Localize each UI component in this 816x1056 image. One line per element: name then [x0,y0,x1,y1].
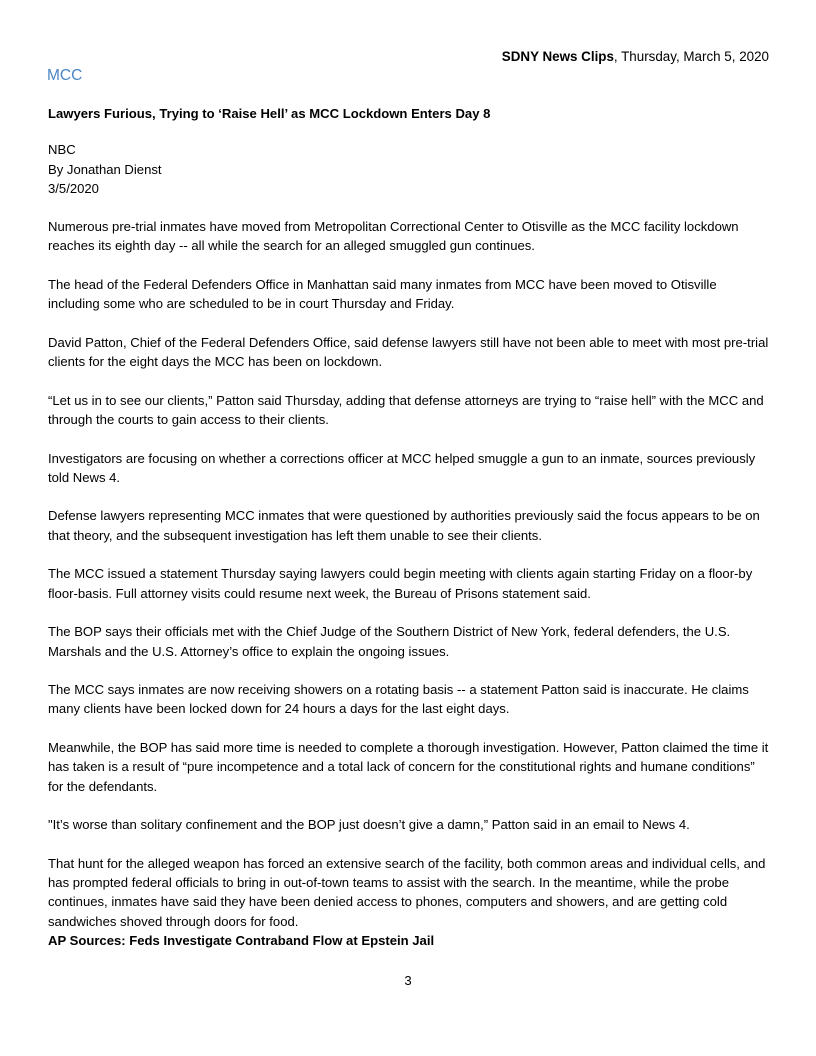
next-article-title: AP Sources: Feds Investigate Contraband Flow at Epstein Jail [48,932,435,948]
article-paragraph: The head of the Federal Defenders Office in Manhattan said many inmates from MCC have been moved to Otisville including some who are scheduled to be in court Thursday and Friday. [48,276,717,312]
article-title: Lawyers Furious, Trying to ‘Raise Hell’ as MCC Lockdown Enters Day 8 [48,106,491,121]
article-paragraph: The MCC issued a statement Thursday saying lawyers could begin meeting with clients again starting Friday on a floor-by floor-basis. Full attorney visits could resume next week, the Bureau of Prisons statement said. [48,566,753,601]
article-paragraph: That hunt for the alleged weapon has forced an extensive search of the facility, both common areas and individual cells, and has prompted federal officials to bring in out-of-town teams to assist with the search. In the meantime, while the probe continues, inmates have said they have been denied access to phones, computers and showers, and are getting cold sandwiches shoved through doors for food. [48,855,766,929]
article-paragraph: David Patton, Chief of the Federal Defenders Office, said defense lawyers still have not been able to meet with most pre-trial clients for the eight days the MCC has been on lockdown. [48,334,769,370]
article-byline: By Jonathan Dienst [48,161,162,177]
article-paragraph: The BOP says their officials met with the Chief Judge of the Southern District of New York, federal defenders, the U.S. Marshals and the U.S. Attorney’s office to explain the ongoing issues. [48,624,731,659]
running-header [502,48,769,66]
section-heading: MCC [47,67,83,84]
article-paragraph: “Let us in to see our clients,” Patton said Thursday, adding that defense attorneys are trying to “raise hell” with the MCC and through the courts to gain access to their clients. [48,392,764,427]
header-date: , Thursday, March 5, 2020 [613,49,769,64]
article-paragraph: Numerous pre-trial inmates have moved from Metropolitan Correctional Center to Otisville as the MCC facility lockdown reaches its eighth day -- all while the search for an alleged smuggled gun continues. [48,219,739,254]
article-body [48,217,770,950]
article-paragraph: Meanwhile, the BOP has said more time is needed to complete a thorough investigation. However, Patton claimed the time it has taken is a result of “pure incompetence and a total lack of concern for the constitutional rights and humane conditions” for the defendants. [48,740,769,794]
article-paragraph: Investigators are focusing on whether a corrections officer at MCC helped smuggle a gun to an inmate, sources previously told News 4. [48,450,756,485]
article-paragraph: "It’s worse than solitary confinement and the BOP just doesn’t give a damn,” Patton said in an email to News 4. [48,817,690,833]
article-date: 3/5/2020 [48,181,99,196]
page-number: 3 [404,973,412,988]
article-paragraph: Defense lawyers representing MCC inmates that were questioned by authorities previously said the focus appears to be on that theory, and the subsequent investigation has left them unable to see their clients. [48,508,760,543]
article-paragraph: The MCC says inmates are now receiving showers on a rotating basis -- a statement Patton said is inaccurate. He claims many clients have been locked down for 24 hours a days for the last eight days. [48,682,749,717]
article-source: NBC [48,142,76,157]
article-meta [48,140,162,199]
publication-name: SDNY News Clips [501,49,614,64]
